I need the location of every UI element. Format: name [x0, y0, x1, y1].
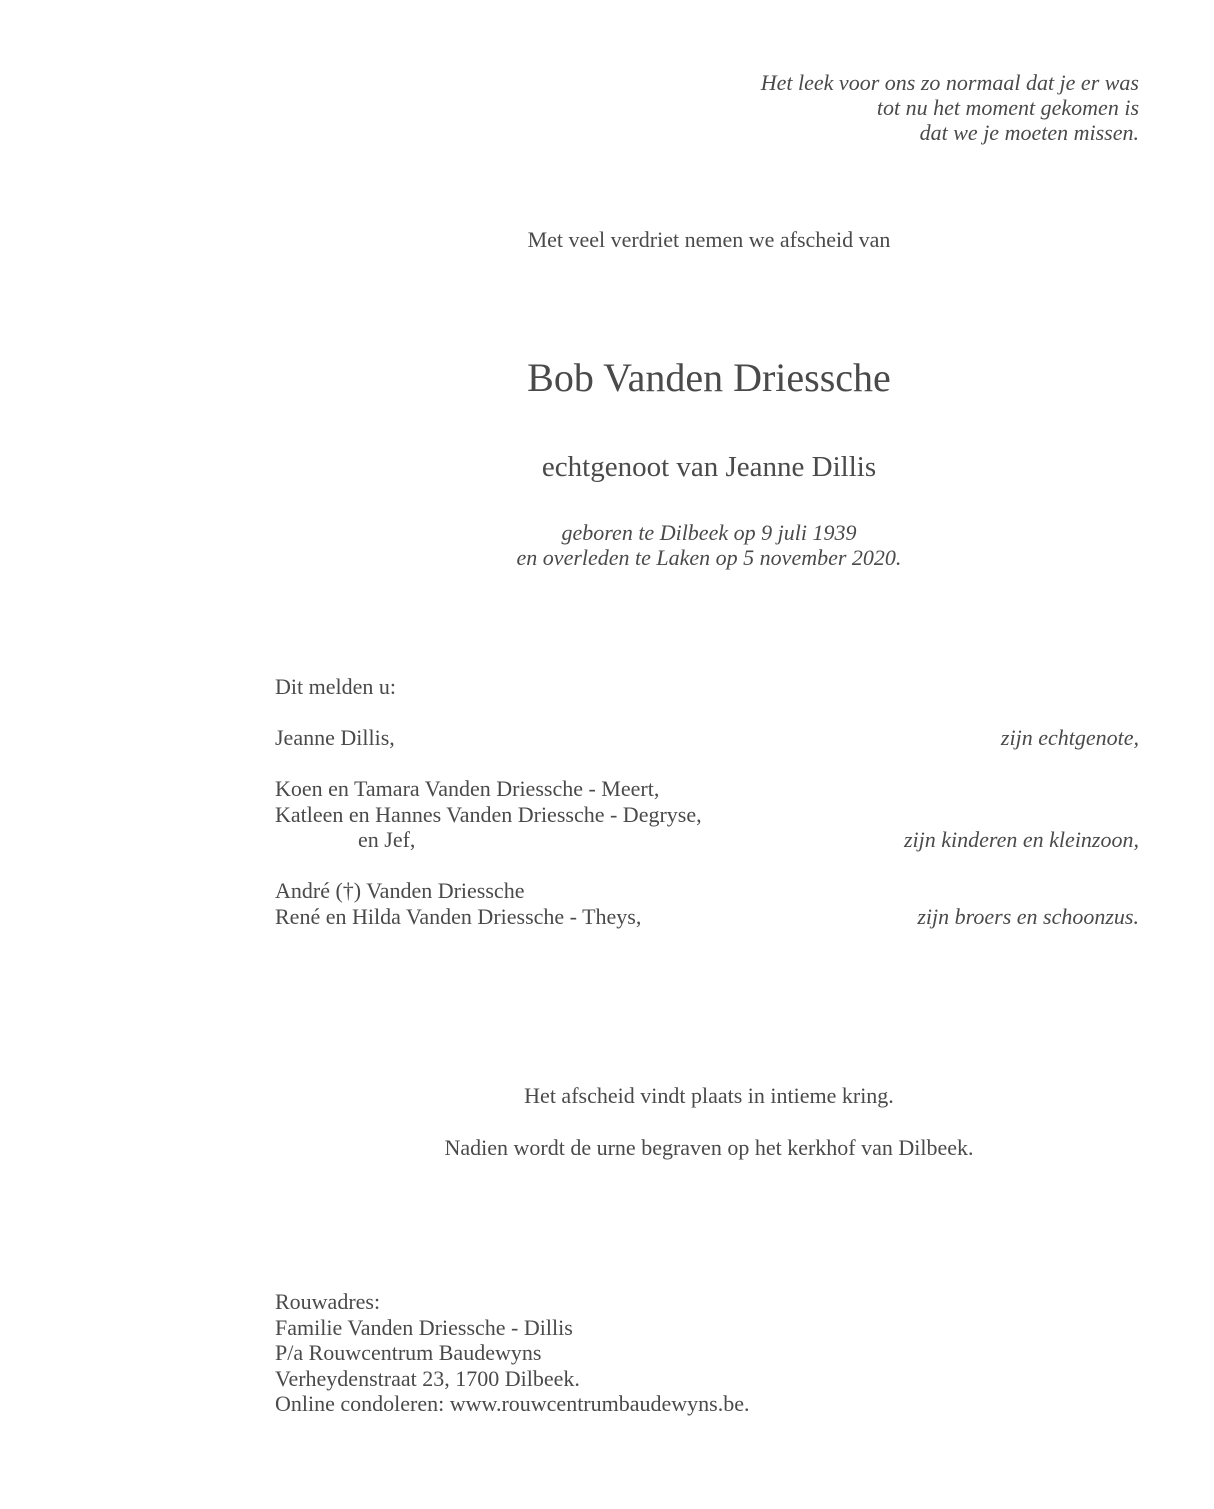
intro-text: Met veel verdriet nemen we afscheid van [527, 227, 891, 252]
family-member-name: Koen en Tamara Vanden Driessche - Meert, [275, 776, 660, 801]
family-row [275, 725, 1139, 751]
family-member-name: en Jef, [358, 827, 416, 852]
poem-quote [761, 70, 1139, 145]
family-member-name: Jeanne Dillis, [275, 725, 395, 750]
deceased-name: Bob Vanden Driessche [527, 355, 891, 400]
address-street: Verheydenstraat 23, 1700 Dilbeek. [275, 1365, 580, 1391]
family-row [275, 827, 1139, 853]
family-row [275, 878, 1139, 904]
address-label: Rouwadres: [275, 1289, 381, 1314]
poem-line: dat we je moeten missen. [919, 120, 1139, 145]
family-row [275, 904, 1139, 930]
ceremony-text: Het afscheid vindt plaats in intieme kring. [524, 1083, 894, 1108]
family-member-name: René en Hilda Vanden Driessche - Theys, [275, 903, 642, 929]
family-member-name: Katleen en Hannes Vanden Driessche - Degryse, [275, 801, 702, 827]
family-group-siblings [275, 878, 1139, 929]
life-dates [260, 520, 1158, 570]
birth-line: geboren te Dilbeek op 9 juli 1939 [561, 520, 857, 545]
family-group-children [275, 776, 1139, 853]
family-group-wife [275, 725, 1139, 751]
family-row [275, 802, 1139, 828]
family-relation: zijn broers en schoonzus. [917, 903, 1139, 929]
poem-line: Het leek voor ons zo normaal dat je er was [760, 70, 1139, 95]
death-line: en overleden te Laken op 5 november 2020. [516, 545, 902, 570]
burial-text: Nadien wordt de urne begraven op het kerkhof van Dilbeek. [444, 1135, 974, 1160]
mourning-address [275, 1289, 750, 1417]
announcement-heading: Dit melden u: [275, 674, 396, 699]
poem-line: tot nu het moment gekomen is [876, 95, 1139, 120]
family-relation: zijn echtgenote, [1000, 725, 1139, 750]
family-relation: zijn kinderen en kleinzoon, [903, 827, 1139, 852]
spouse-line: echtgenoot van Jeanne Dillis [541, 451, 877, 483]
address-family: Familie Vanden Driessche - Dillis [275, 1314, 573, 1340]
online-condolence-link[interactable]: Online condoleren: www.rouwcentrumbaudewyns.be. [275, 1391, 750, 1416]
family-member-name: André (†) Vanden Driessche [275, 878, 525, 903]
address-care-of: P/a Rouwcentrum Baudewyns [275, 1340, 542, 1365]
family-row [275, 776, 1139, 802]
